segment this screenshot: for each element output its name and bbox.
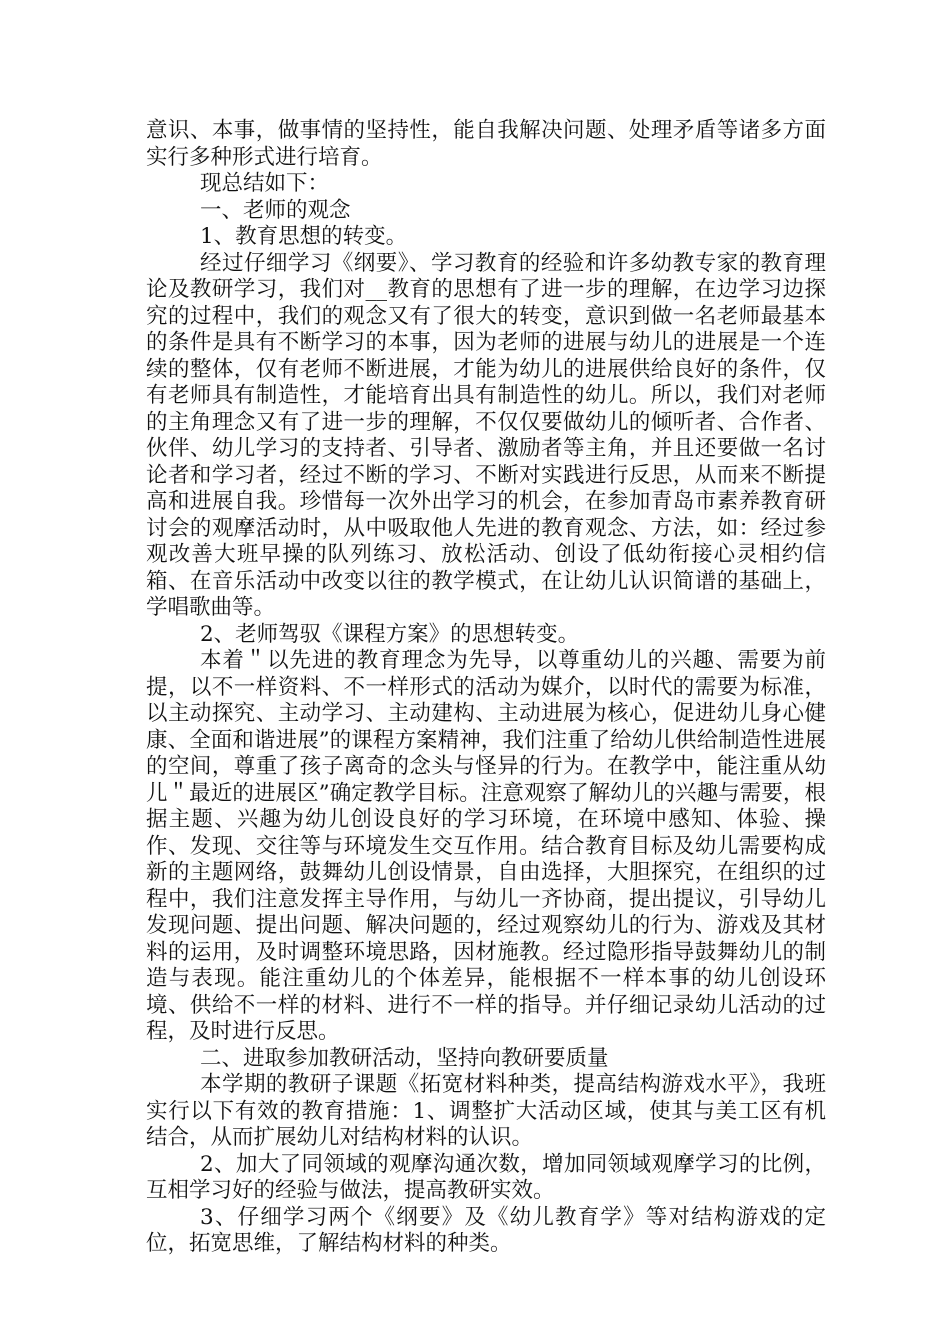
paragraph-research-measure-2: 2、加大了同领域的观摩沟通次数，增加同领域观摩学习的比例，互相学习好的经验与做法，提高教研实效。 [146, 1151, 826, 1203]
paragraph-research-measure-3: 3、仔细学习两个《纲要》及《幼儿教育学》等对结构游戏的定位，拓宽思维，了解结构材料的种类。 [146, 1204, 826, 1256]
paragraph-education-thought: 经过仔细学习《纲要》、学习教育的经验和许多幼教专家的教育理论及教研学习，我们对__教育的思想有了进一步的理解，在边学习边探究的过程中，我们的观念又有了很大的转变，意识到做一名老师最基本的条件是具有不断学习的本事，因为老师的进展与幼儿的进展是一个连续的整体，仅有老师不断进展，才能为幼儿的进展供给良好的条件，仅有老师具有制造性，才能培育出具有制造性的幼儿。所以，我们对老师的主角理念又有了进一步的理解，不仅仅要做幼儿的倾听者、合作者、伙伴、幼儿学习的支持者、引导者、激励者等主角，并且还要做一名讨论者和学习者，经过不断的学习、不断对实践进行反思，从而来不断提高和进展自我。珍惜每一次外出学习的机会，在参加青岛市素养教育研讨会的观摩活动时，从中吸取他人先进的教育观念、方法，如：经过参观改善大班早操的队列练习、放松活动、创设了低幼衔接心灵相约信箱、在音乐活动中改变以往的教学模式，在让幼儿认识简谱的基础上，学唱歌曲等。 [146, 250, 826, 620]
document-body [146, 118, 826, 1258]
subheading-curriculum-plan: 2、老师驾驭《课程方案》的思想转变。 [200, 621, 580, 647]
subheading-education-thought: 1、教育思想的转变。 [200, 224, 408, 249]
section-heading-teaching-research: 二、进取参加教研活动，坚持向教研要质量 [200, 1045, 609, 1071]
paragraph-curriculum-plan: 本着＂以先进的教育理念为先导，以尊重幼儿的兴趣、需要为前提，以不一样资料、不一样形式的活动为媒介，以时代的需要为标准，以主动探究、主动学习、主动建构、主动进展为核心，促进幼儿身心健康、全面和谐进展”的课程方案精神，我们注重了给幼儿供给制造性进展的空间，尊重了孩子离奇的念头与怪异的行为。在教学中，能注重从幼儿＂最近的进展区”确定教学目标。注意观察了解幼儿的兴趣与需要，根据主题、兴趣为幼儿创设良好的学习环境，在环境中感知、体验、操作、发现、交往等与环境发生交互作用。结合教育目标及幼儿需要构成新的主题网络，鼓舞幼儿创设情景，自由选择，大胆探究，在组织的过程中，我们注意发挥主导作用，与幼儿一齐协商，提出提议，引导幼儿发现问题、提出问题、解决问题的，经过观察幼儿的行为、游戏及其材料的运用，及时调整环境思路，因材施教。经过隐形指导鼓舞幼儿的制造与表现。能注重幼儿的个体差异，能根据不一样本事的幼儿创设环境、供给不一样的材料、进行不一样的指导。并仔细记录幼儿活动的过程，及时进行反思。 [146, 648, 826, 1044]
paragraph-intro-continuation: 意识、本事，做事情的坚持性，能自我解决问题、处理矛盾等诸多方面实行多种形式进行培育。 [146, 118, 826, 170]
section-heading-teacher-concept: 一、老师的观念 [200, 197, 351, 223]
paragraph-summary-lead: 现总结如下： [200, 171, 330, 196]
paragraph-research-topic: 本学期的教研子课题《拓宽材料种类，提高结构游戏水平》，我班实行以下有效的教育措施：1、调整扩大活动区域，使其与美工区有机结合，从而扩展幼儿对结构材料的认识。 [146, 1072, 826, 1150]
